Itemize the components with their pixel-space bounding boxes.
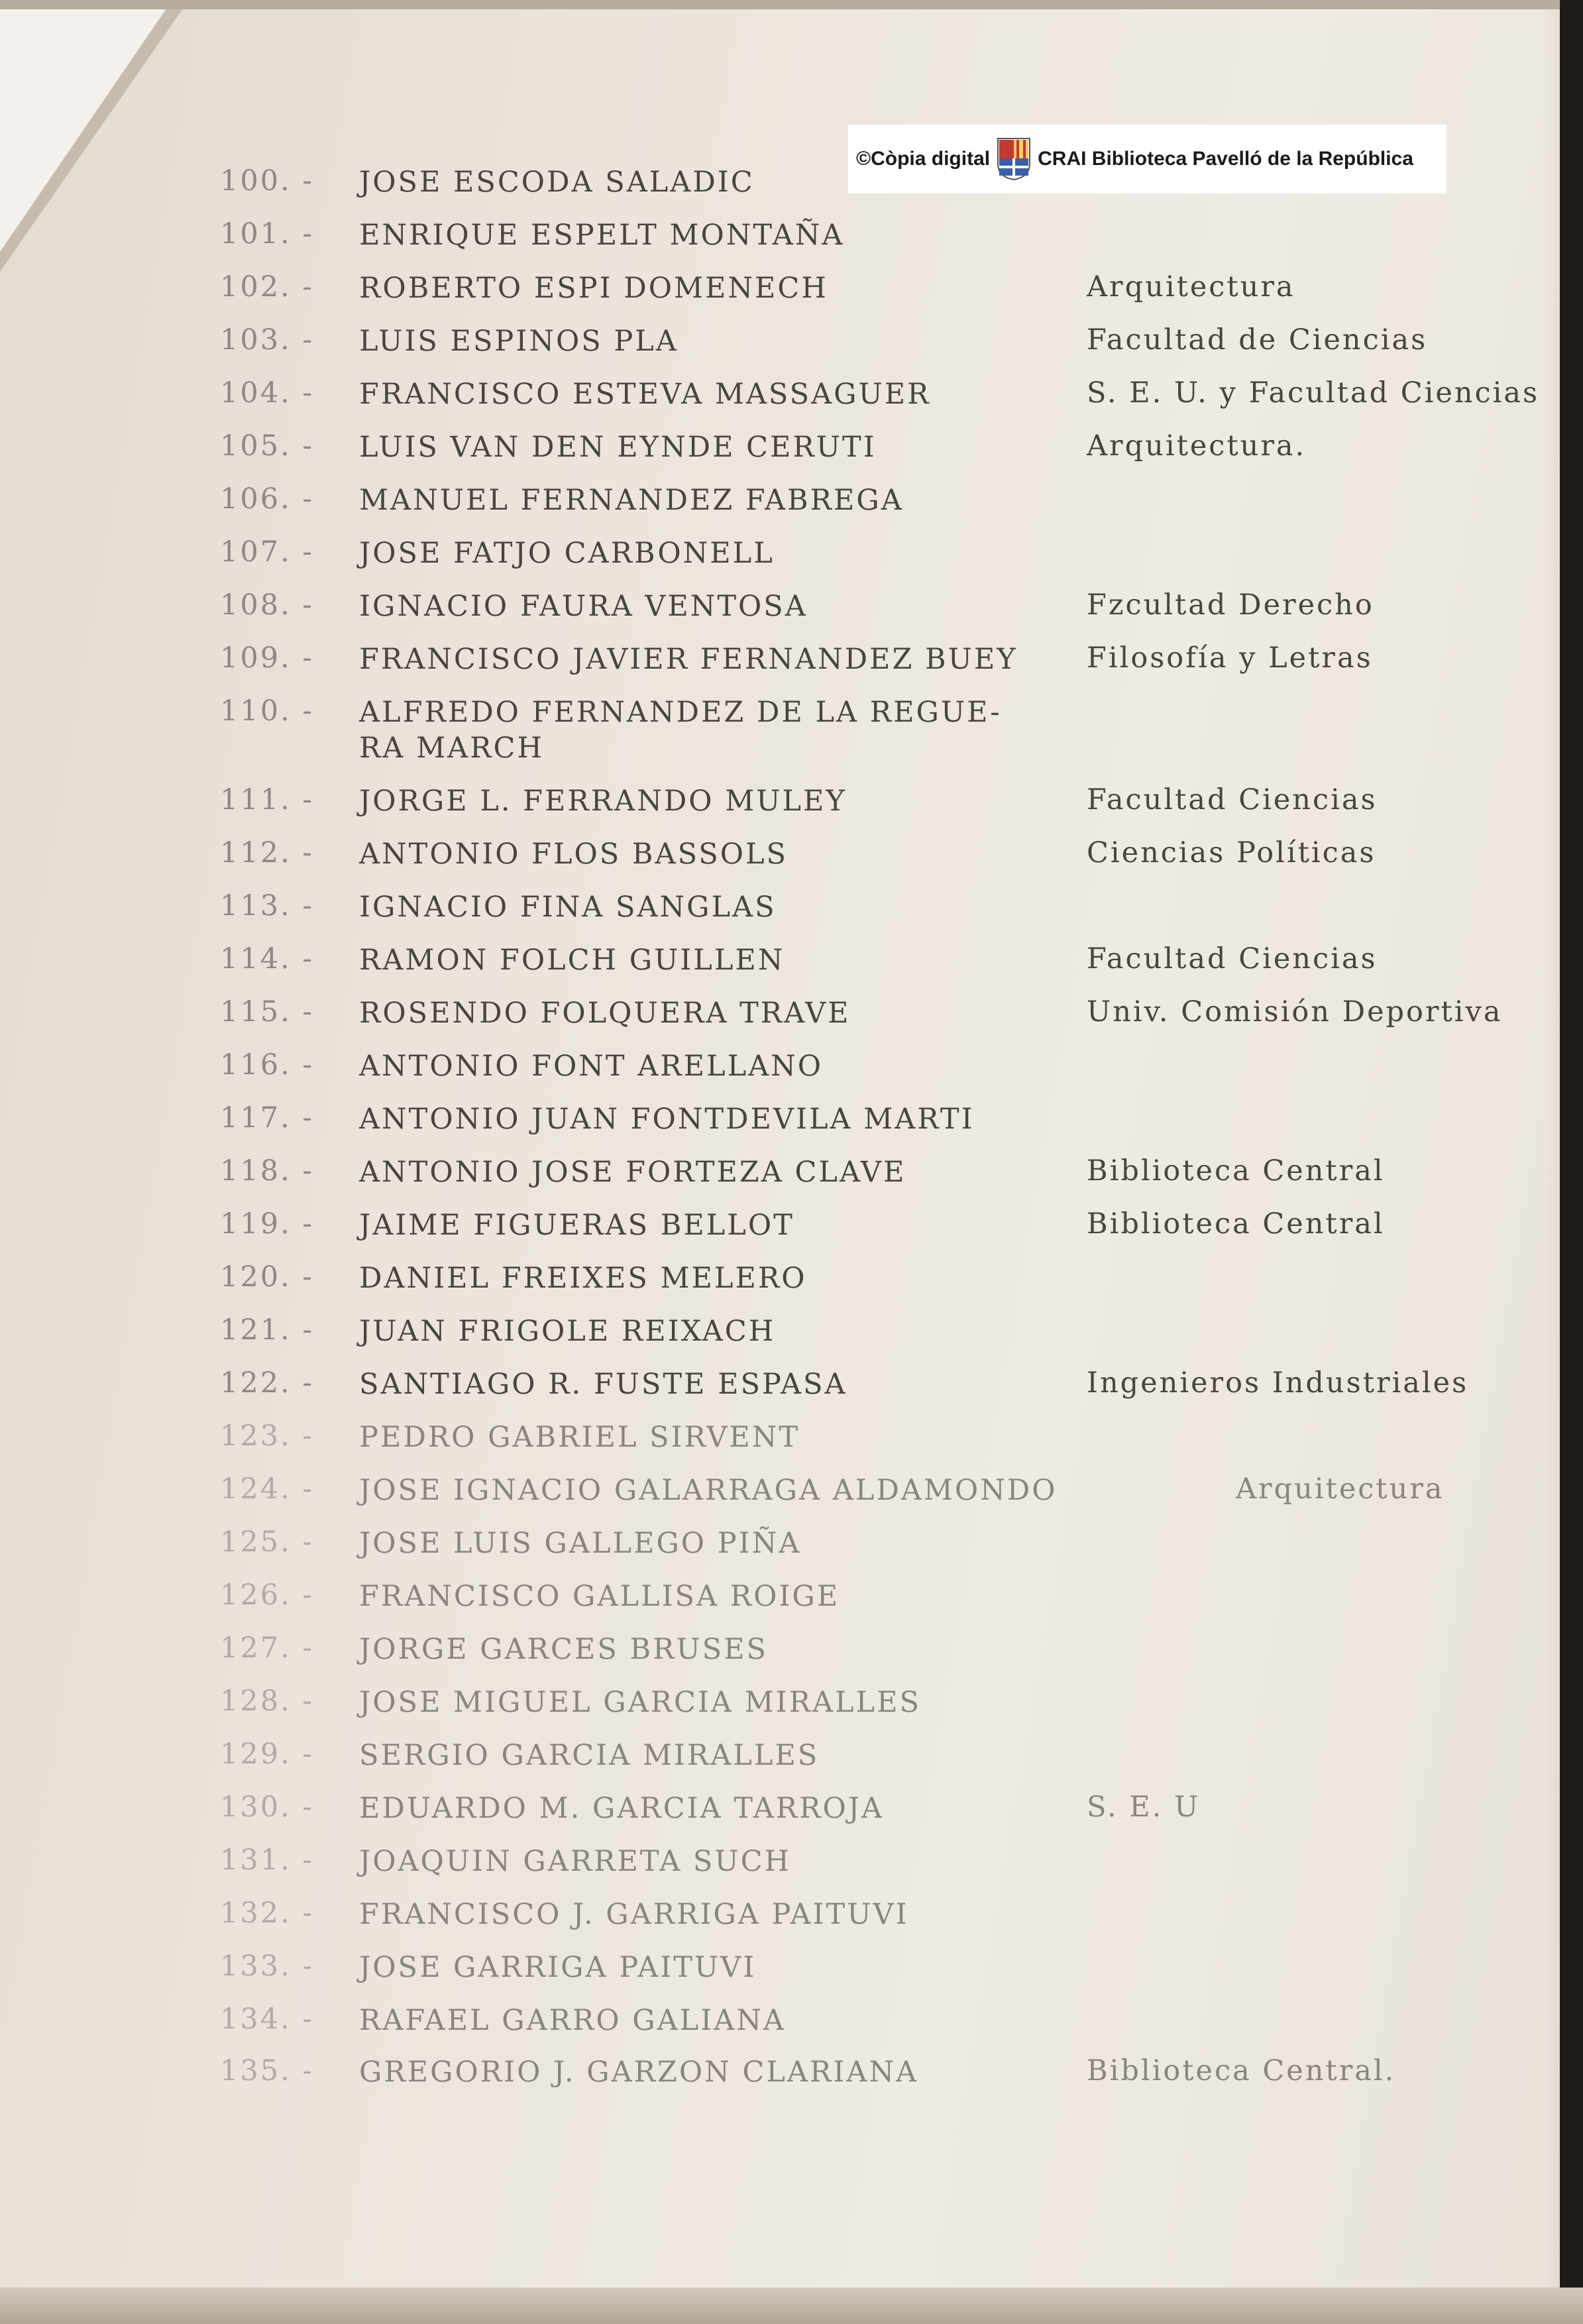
entry-number: 108. - <box>220 588 314 622</box>
list-item <box>0 1313 1583 1360</box>
list-item <box>0 1791 1583 1837</box>
list-item <box>0 1897 1583 1943</box>
entry-name: JUAN FRIGOLE REIXACH <box>359 1315 776 1348</box>
entry-number: 131. - <box>220 1844 314 1877</box>
entry-institution: Biblioteca Central <box>1087 1207 1385 1241</box>
entry-name: IGNACIO FINA SANGLAS <box>359 891 777 924</box>
list-item <box>0 270 1583 317</box>
entry-institution: Facultad Ciencias <box>1087 942 1378 975</box>
entry-number: 103. - <box>220 323 314 357</box>
entry-name: ANTONIO JUAN FONTDEVILA MARTI <box>359 1103 975 1136</box>
entry-name: ENRIQUE ESPELT MONTAÑA <box>359 219 845 252</box>
entry-number: 110. - <box>220 694 314 728</box>
entry-name: MANUEL FERNANDEZ FABREGA <box>359 484 904 517</box>
entry-number: 122. - <box>220 1366 314 1400</box>
entry-name: GREGORIO J. GARZON CLARIANA <box>359 2056 919 2089</box>
list-item <box>0 1632 1583 1678</box>
entry-name: ANTONIO FONT ARELLANO <box>359 1050 824 1083</box>
entry-institution: Arquitectura <box>1087 270 1295 304</box>
entry-name: JOAQUIN GARRETA SUCH <box>359 1845 792 1878</box>
list-item <box>0 429 1583 476</box>
entry-name: ANTONIO JOSE FORTEZA CLAVE <box>359 1156 906 1189</box>
entry-number: 114. - <box>220 942 314 975</box>
entry-number: 125. - <box>220 1525 314 1559</box>
entry-institution: Biblioteca Central <box>1087 1154 1385 1188</box>
stamp-left-text: ©Còpia digital <box>856 148 991 170</box>
entry-number: 117. - <box>220 1101 314 1134</box>
entry-name: PEDRO GABRIEL SIRVENT <box>359 1421 800 1454</box>
folded-corner <box>0 0 172 252</box>
list-item <box>0 1419 1583 1466</box>
list-item <box>0 1154 1583 1201</box>
entry-number: 113. - <box>220 889 314 922</box>
entry-name: LUIS ESPINOS PLA <box>359 325 679 358</box>
entry-number: 126. - <box>220 1578 314 1612</box>
entry-number: 124. - <box>220 1472 314 1506</box>
entry-number: 107. - <box>220 535 314 569</box>
list-item <box>0 164 1583 211</box>
entry-number: 115. - <box>220 995 314 1028</box>
list-item <box>0 588 1583 635</box>
entry-number: 100. - <box>220 164 314 197</box>
entry-institution: Facultad de Ciencias <box>1087 323 1428 357</box>
list-item <box>0 2003 1583 2049</box>
entry-institution: S. E. U <box>1087 1791 1201 1824</box>
list-item <box>0 1048 1583 1095</box>
entry-institution: Arquitectura. <box>1087 429 1307 463</box>
entry-number: 104. - <box>220 376 314 410</box>
entry-name: IGNACIO FAURA VENTOSA <box>359 590 808 623</box>
list-item <box>0 995 1583 1042</box>
entry-institution: Ciencias Políticas <box>1087 836 1376 869</box>
list-item <box>0 2054 1583 2101</box>
entry-name: DANIEL FREIXES MELERO <box>359 1262 807 1295</box>
entry-name: JOSE MIGUEL GARCIA MIRALLES <box>359 1686 922 1719</box>
entry-number: 112. - <box>220 836 314 869</box>
list-item <box>0 1472 1583 1519</box>
list-item <box>0 376 1583 423</box>
entry-institution: Filosofía y Letras <box>1087 641 1373 675</box>
list-item <box>0 1950 1583 1996</box>
list-item <box>0 889 1583 936</box>
entry-number: 111. - <box>220 783 314 816</box>
entry-number: 134. - <box>220 2003 314 2036</box>
list-item <box>0 1101 1583 1148</box>
entry-institution: Facultad Ciencias <box>1087 783 1378 816</box>
list-item <box>0 217 1583 264</box>
entry-name: JORGE GARCES BRUSES <box>359 1633 768 1666</box>
entry-institution: S. E. U. y Facultad Ciencias <box>1087 376 1540 410</box>
entry-number: 135. - <box>220 2054 314 2087</box>
entry-name: FRANCISCO JAVIER FERNANDEZ BUEY <box>359 643 1018 676</box>
entry-number: 127. - <box>220 1632 314 1665</box>
entry-number: 132. - <box>220 1897 314 1930</box>
entry-name: ANTONIO FLOS BASSOLS <box>359 838 788 871</box>
entry-number: 109. - <box>220 641 314 675</box>
entry-number: 123. - <box>220 1419 314 1453</box>
top-edge <box>0 0 1583 9</box>
entry-number: 116. - <box>220 1048 314 1081</box>
entry-number: 101. - <box>220 217 314 250</box>
list-item <box>0 836 1583 883</box>
list-item <box>0 1578 1583 1625</box>
entry-name: FRANCISCO GALLISA ROIGE <box>359 1580 840 1613</box>
entry-name: SANTIAGO R. FUSTE ESPASA <box>359 1368 847 1401</box>
entry-name: FRANCISCO J. GARRIGA PAITUVI <box>359 1898 909 1931</box>
entry-name: JORGE L. FERRANDO MULEY <box>359 785 847 818</box>
entry-institution: Biblioteca Central. <box>1087 2054 1396 2087</box>
entry-number: 129. - <box>220 1738 314 1771</box>
list-item <box>0 323 1583 370</box>
entry-name: EDUARDO M. GARCIA TARROJA <box>359 1792 885 1825</box>
list-item <box>0 535 1583 582</box>
entry-name: ALFREDO FERNANDEZ DE LA REGUE- RA MARCH <box>359 696 1002 765</box>
entry-number: 118. - <box>220 1154 314 1188</box>
entry-name: ROBERTO ESPI DOMENECH <box>359 272 828 305</box>
entry-name: ROSENDO FOLQUERA TRAVE <box>359 997 851 1030</box>
list-item <box>0 694 1583 765</box>
entry-number: 133. - <box>220 1950 314 1983</box>
entry-name: JOSE IGNACIO GALARRAGA ALDAMONDO <box>359 1474 1058 1507</box>
list-item <box>0 1260 1583 1307</box>
entry-name: LUIS VAN DEN EYNDE CERUTI <box>359 431 877 464</box>
bottom-edge <box>0 2288 1583 2324</box>
entry-number: 106. - <box>220 482 314 516</box>
entry-number: 121. - <box>220 1313 314 1347</box>
list-item <box>0 641 1583 688</box>
entry-name: SERGIO GARCIA MIRALLES <box>359 1739 820 1772</box>
entry-name: JOSE GARRIGA PAITUVI <box>359 1951 757 1984</box>
entry-number: 119. - <box>220 1207 314 1241</box>
entry-name: JOSE LUIS GALLEGO PIÑA <box>359 1527 802 1560</box>
stamp-right-text: CRAI Biblioteca Pavelló de la República <box>1038 148 1413 170</box>
entry-institution: Univ. Comisión Deportiva <box>1087 995 1503 1028</box>
entry-number: 102. - <box>220 270 314 304</box>
entry-name: JAIME FIGUERAS BELLOT <box>359 1209 794 1242</box>
entry-institution: Fzcultad Derecho <box>1087 588 1374 622</box>
list-item <box>0 1525 1583 1572</box>
entry-number: 120. - <box>220 1260 314 1294</box>
entry-number: 128. - <box>220 1685 314 1718</box>
entry-name: RAMON FOLCH GUILLEN <box>359 944 785 977</box>
list-item <box>0 783 1583 830</box>
entry-name: JOSE ESCODA SALADIC <box>359 166 755 199</box>
list-item <box>0 1366 1583 1413</box>
entry-name: JOSE FATJO CARBONELL <box>359 537 775 570</box>
entry-institution: Ingenieros Industriales <box>1087 1366 1469 1400</box>
entry-number: 130. - <box>220 1791 314 1824</box>
list-item <box>0 1738 1583 1784</box>
entry-name: RAFAEL GARRO GALIANA <box>359 2004 786 2037</box>
list-item <box>0 1685 1583 1731</box>
list-item <box>0 1207 1583 1254</box>
list-item <box>0 942 1583 989</box>
list-item <box>0 482 1583 529</box>
entry-name: FRANCISCO ESTEVA MASSAGUER <box>359 378 931 411</box>
entry-number: 105. - <box>220 429 314 463</box>
entry-institution: Arquitectura <box>1236 1472 1445 1506</box>
list-item <box>0 1844 1583 1890</box>
